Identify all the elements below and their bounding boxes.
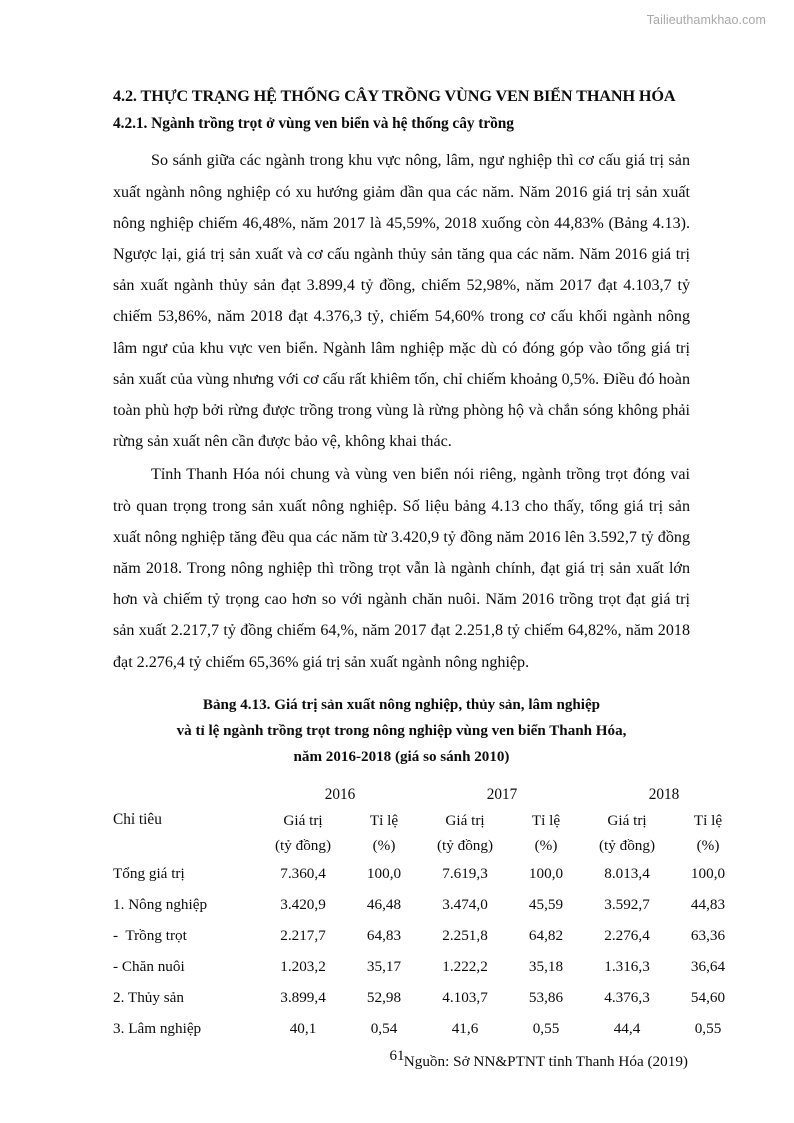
- table-cell-value: 53,86: [528, 988, 564, 1006]
- table-cell-value: 63,36: [690, 926, 726, 944]
- watermark-text: Tailieuthamkhao.com: [646, 13, 766, 27]
- subhead-line-2: (%): [696, 836, 720, 854]
- subhead-line-1: Tỉ lệ: [369, 811, 399, 829]
- table-caption-line-3: năm 2016-2018 (giá so sánh 2010): [293, 748, 510, 765]
- subhead-line-1: Giá trị: [445, 811, 485, 829]
- table-cell-value: 35,18: [528, 957, 564, 975]
- table-cell-value: 2.251,8: [442, 926, 488, 944]
- table-cell-value: 3.592,7: [604, 895, 650, 913]
- table-cell-value: 41,6: [451, 1019, 479, 1037]
- table-cell-value: 100,0: [366, 864, 402, 882]
- table-cell-value: 64,82: [528, 926, 564, 944]
- page-content: [113, 86, 726, 1071]
- table-header-year-row: [113, 782, 745, 808]
- table-row: [113, 951, 745, 982]
- table-cell-label: - Trồng trọt: [113, 926, 187, 944]
- table-cell-value: 100,0: [528, 864, 564, 882]
- table-cell-value: 8.013,4: [604, 864, 650, 882]
- table-cell-value: 4.376,3: [604, 988, 650, 1006]
- table-cell-value: 46,48: [366, 895, 402, 913]
- table-cell-value: 0,55: [694, 1019, 722, 1037]
- table-cell-label: 3. Lâm nghiệp: [113, 1019, 202, 1037]
- table-header-gia-tri-2018: [583, 808, 671, 858]
- table-cell-value: 1.222,2: [442, 957, 488, 975]
- table-header-ti-le-2018: [671, 808, 745, 858]
- table-cell-value: 2.276,4: [604, 926, 650, 944]
- subhead-line-2: (tỷ đồng): [436, 836, 494, 854]
- section-subheading: 4.2.1. Ngành trồng trọt ở vùng ven biển và hệ thống cây trồng: [113, 114, 514, 132]
- table-cell-value: 1.316,3: [604, 957, 650, 975]
- table-cell-value: 36,64: [690, 957, 726, 975]
- table-cell-value: 44,83: [690, 895, 726, 913]
- table-cell-value: 52,98: [366, 988, 402, 1006]
- table-caption-line-1: Bảng 4.13. Giá trị sản xuất nông nghiệp, thủy sản, lâm nghiệp: [202, 696, 601, 713]
- table-cell-value: 3.474,0: [442, 895, 488, 913]
- table-cell-value: 7.619,3: [442, 864, 488, 882]
- table-caption-line-2: và tỉ lệ ngành trồng trọt trong nông nghiệp vùng ven biển Thanh Hóa,: [176, 722, 627, 739]
- subhead-line-2: (tỷ đồng): [598, 836, 656, 854]
- table-cell-label: - Chăn nuôi: [113, 957, 185, 975]
- table-cell-label: 2. Thủy sản: [113, 988, 185, 1006]
- body-paragraph-2: Tỉnh Thanh Hóa nói chung và vùng ven biển nói riêng, ngành trồng trọt đóng vai trò quan trọng trong sản xuất nông nghiệp. Số liệu bảng 4.13 cho thấy, tổng giá trị sản xuất nông nghiệp tăng đều qua các năm từ 3.420,9 tỷ đồng năm 2016 lên 3.592,7 tỷ đồng năm 2018. Trong nông nghiệp thì trồng trọt vẫn là ngành chính, đạt giá trị sản xuất lớn hơn và chiếm tỷ trọng cao hơn so với ngành chăn nuôi. Năm 2016 trồng trọt đạt giá trị sản xuất 2.217,7 tỷ đồng chiếm 64,%, năm 2017 đạt 2.251,8 tỷ chiếm 64,82%, năm 2018 đạt 2.276,4 tỷ chiếm 65,36% giá trị sản xuất ngành nông nghiệp.: [113, 466, 690, 671]
- subhead-line-2: (%): [534, 836, 558, 854]
- table-cell-value: 44,4: [613, 1019, 641, 1037]
- page-number: 61: [389, 1048, 405, 1064]
- subhead-line-1: Giá trị: [283, 811, 323, 829]
- table-header-ti-le-2016: [347, 808, 421, 858]
- table-cell-value: 100,0: [690, 864, 726, 882]
- section-heading: 4.2. THỰC TRẠNG HỆ THỐNG CÂY TRỒNG VÙNG VEN BIỂN THANH HÓA: [113, 87, 676, 105]
- table-cell-value: 2.217,7: [280, 926, 326, 944]
- table-cell-value: 3.420,9: [280, 895, 326, 913]
- table-row: [113, 920, 745, 951]
- table-cell-value: 64,83: [366, 926, 402, 944]
- table-header-year-2018: 2018: [648, 785, 680, 803]
- table-cell-label: 1. Nông nghiệp: [113, 895, 208, 913]
- table-cell-value: 35,17: [366, 957, 402, 975]
- table-source-note: Nguồn: Sở NN&PTNT tỉnh Thanh Hóa (2019): [403, 1052, 688, 1070]
- table-header-ti-le-2017: [509, 808, 583, 858]
- table-cell-value: 0,54: [370, 1019, 398, 1037]
- table-header-chi-tieu: Chỉ tiêu: [113, 810, 162, 828]
- table-row: [113, 889, 745, 920]
- table-header-gia-tri-2017: [421, 808, 509, 858]
- table-cell-value: 7.360,4: [280, 864, 326, 882]
- table-cell-value: 3.899,4: [280, 988, 326, 1006]
- table-cell-label: Tổng giá trị: [113, 864, 185, 882]
- table-body: [113, 858, 745, 1044]
- subhead-line-1: Tỉ lệ: [531, 811, 561, 829]
- table-header-year-2017: 2017: [486, 785, 518, 803]
- table-cell-value: 0,55: [532, 1019, 560, 1037]
- subhead-line-2: (tỷ đồng): [274, 836, 332, 854]
- subhead-line-1: Tỉ lệ: [693, 811, 723, 829]
- table-cell-value: 4.103,7: [442, 988, 488, 1006]
- table-cell-value: 40,1: [289, 1019, 317, 1037]
- table-row: [113, 1013, 745, 1044]
- production-value-table: [113, 782, 745, 1044]
- table-head: [113, 782, 745, 858]
- table-cell-value: 1.203,2: [280, 957, 326, 975]
- table-caption: [113, 692, 690, 770]
- table-header-year-2016: 2016: [324, 785, 356, 803]
- table-cell-value: 45,59: [528, 895, 564, 913]
- table-row: [113, 982, 745, 1013]
- table-cell-value: 54,60: [690, 988, 726, 1006]
- subhead-line-2: (%): [372, 836, 396, 854]
- subhead-line-1: Giá trị: [607, 811, 647, 829]
- table-header-gia-tri-2016: [259, 808, 347, 858]
- table-row: [113, 858, 745, 889]
- body-paragraph-1: So sánh giữa các ngành trong khu vực nông, lâm, ngư nghiệp thì cơ cấu giá trị sản xuất ngành nông nghiệp có xu hướng giảm dần qua các năm. Năm 2016 giá trị sản xuất nông nghiệp chiếm 46,48%, năm 2017 là 45,59%, 2018 xuống còn 44,83% (Bảng 4.13). Ngược lại, giá trị sản xuất và cơ cấu ngành thủy sản tăng qua các năm. Năm 2016 giá trị sản xuất ngành thủy sản đạt 3.899,4 tỷ đồng, chiếm 52,98%, năm 2017 đạt 4.103,7 tỷ chiếm 53,86%, năm 2018 đạt 4.376,3 tỷ, chiếm 54,60% trong cơ cấu khối ngành nông lâm ngư của khu vực ven biển. Ngành lâm nghiệp mặc dù có đóng góp vào tổng giá trị sản xuất của vùng nhưng với cơ cấu rất khiêm tốn, chỉ chiếm khoảng 0,5%. Điều đó hoàn toàn phù hợp bởi rừng được trồng trong vùng là rừng phòng hộ và chắn sóng không phải rừng sản xuất nên cần được bảo vệ, không khai thác.: [113, 152, 690, 451]
